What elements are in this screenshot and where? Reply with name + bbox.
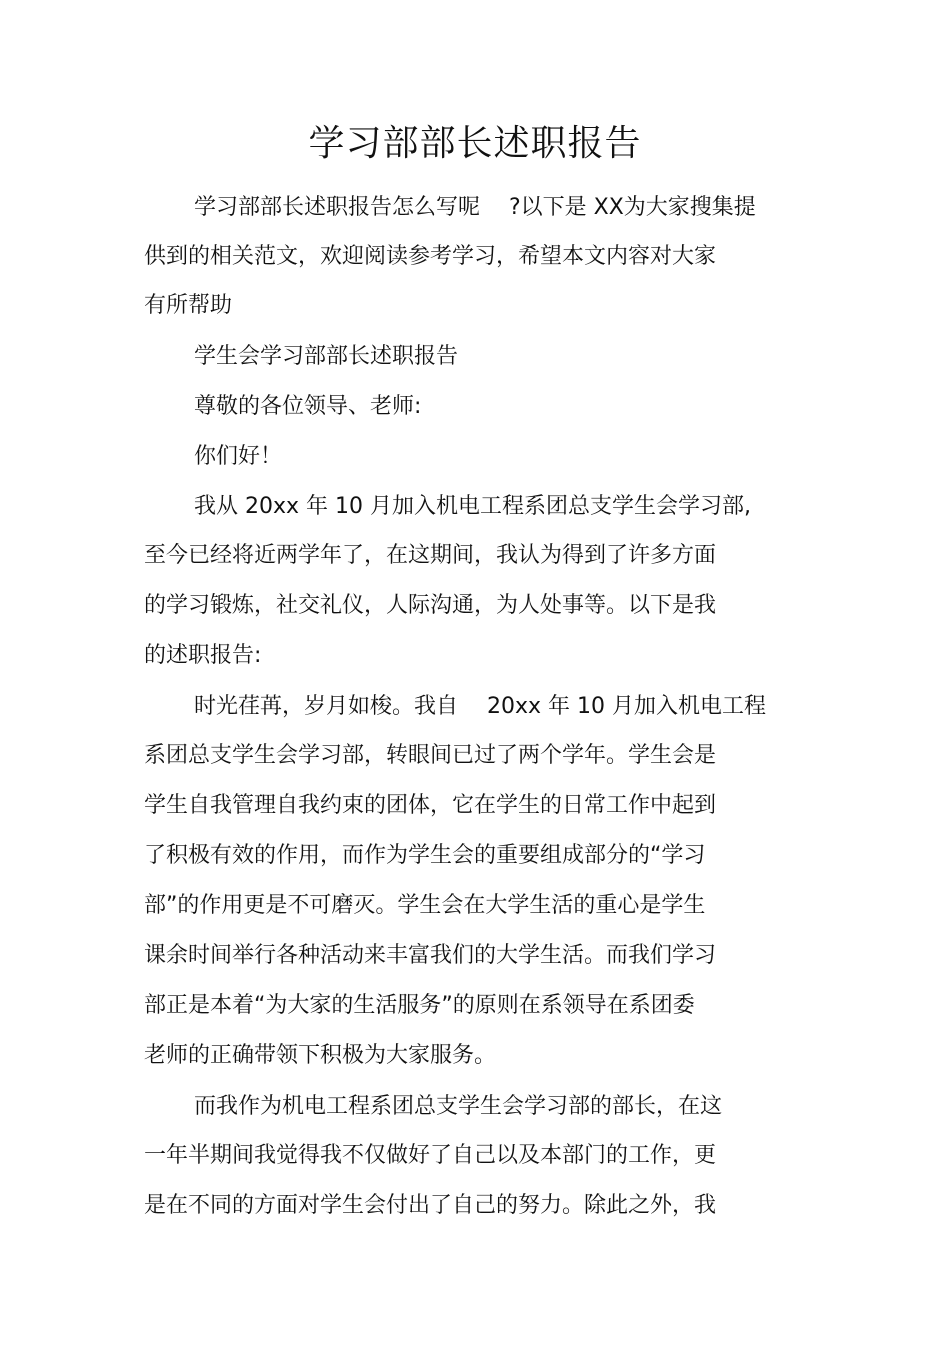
paragraph-line: 系团总支学生会学习部，转眼间已过了两个学年。学生会是 bbox=[144, 743, 717, 768]
paragraph-line: 时光荏苒，岁月如梭。我自 20xx 年 10 月加入机电工程 bbox=[194, 694, 767, 719]
paragraph-line: 部”的作用更是不可磨灭。学生会在大学生活的重心是学生 bbox=[144, 893, 706, 918]
paragraph-line: 尊敬的各位领导、老师: bbox=[194, 394, 422, 419]
paragraph-line: 课余时间举行各种活动来丰富我们的大学生活。而我们学习 bbox=[144, 943, 717, 968]
paragraph-line: 部正是本着“为大家的生活服务”的原则在系领导在系团委 bbox=[144, 993, 695, 1018]
paragraph-line: 的述职报告: bbox=[144, 643, 262, 668]
paragraph-line: 学生会学习部部长述职报告 bbox=[194, 344, 459, 369]
paragraph-line: 有所帮助 bbox=[144, 293, 233, 318]
paragraph-line: 我从 20xx 年 10 月加入机电工程系团总支学生会学习部, bbox=[194, 494, 751, 519]
paragraph-line: 的学习锻炼，社交礼仪，人际沟通，为人处事等。以下是我 bbox=[144, 593, 717, 618]
document-title: 学习部部长述职报告 bbox=[308, 123, 642, 164]
paragraph-line: 而我作为机电工程系团总支学生会学习部的部长，在这 bbox=[194, 1094, 723, 1119]
paragraph-line: 一年半期间我觉得我不仅做好了自己以及本部门的工作，更 bbox=[144, 1143, 717, 1168]
paragraph-line: 老师的正确带领下积极为大家服务。 bbox=[144, 1043, 497, 1068]
paragraph-line: 了积极有效的作用，而作为学生会的重要组成部分的“学习 bbox=[144, 843, 706, 868]
paragraph-line: 学习部部长述职报告怎么写呢 ?以下是 XX为大家搜集提 bbox=[194, 195, 756, 220]
paragraph-line: 学生自我管理自我约束的团体，它在学生的日常工作中起到 bbox=[144, 793, 717, 818]
paragraph-line: 至今已经将近两学年了，在这期间，我认为得到了许多方面 bbox=[144, 543, 717, 568]
paragraph-line: 供到的相关范文，欢迎阅读参考学习，希望本文内容对大家 bbox=[144, 244, 717, 269]
paragraph-line: 你们好！ bbox=[194, 444, 283, 469]
paragraph-line: 是在不同的方面对学生会付出了自己的努力。除此之外，我 bbox=[144, 1193, 717, 1218]
